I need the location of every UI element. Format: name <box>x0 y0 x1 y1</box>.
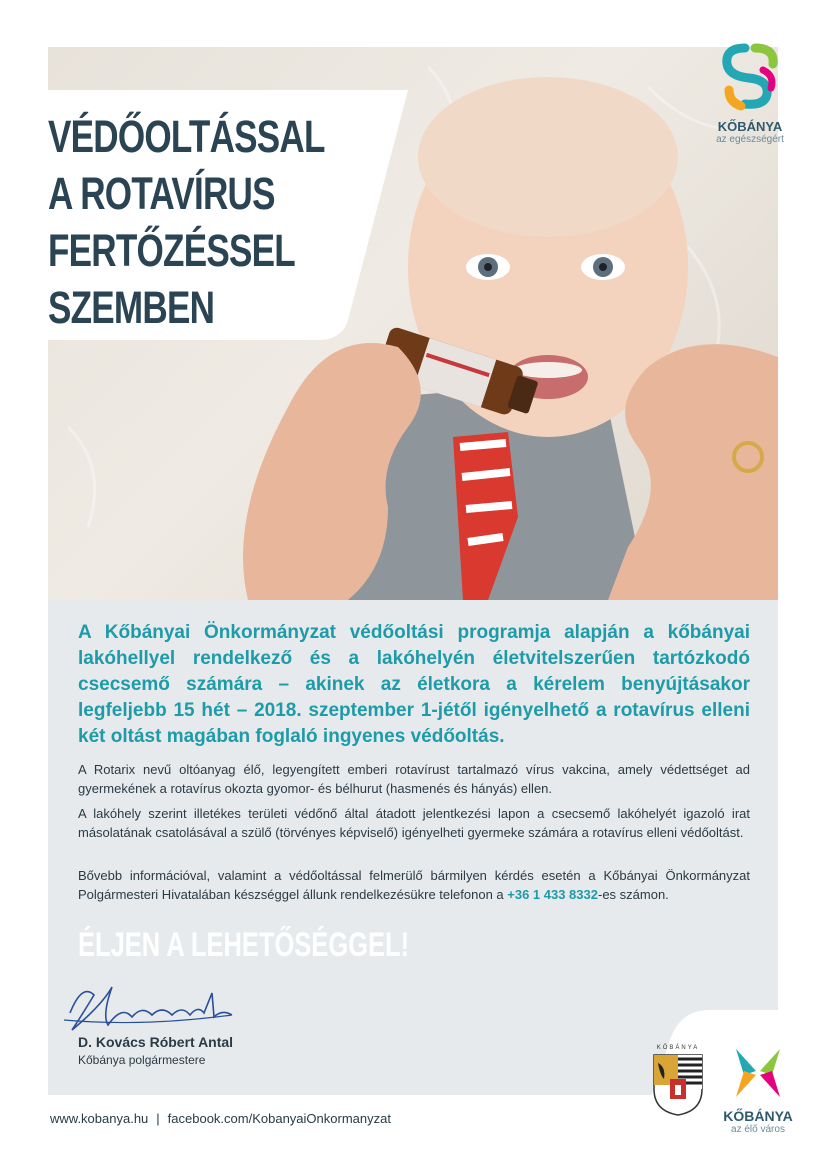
logo-tagline: az egészségért <box>716 134 784 145</box>
website-link[interactable]: www.kobanya.hu <box>50 1111 149 1126</box>
title-line: A ROTAVÍRUS <box>48 168 275 219</box>
signature-image <box>62 975 262 1040</box>
info-paragraph: A Rotarix nevű oltóanyag élő, legyengített emberi rotavírust tartalmazó vírus vakcina, amely védettséget ad gyermekének a rotavírus okozta gyomor- és bélhurut (hasmenés és hányás) ellen. <box>78 762 750 796</box>
info-paragraph: A lakóhely szerint illetékes területi védőnő által átadott jelentkezési lapon a csecsemő lakóhelyét igazoló irat másolatának csatolásával a szülő (törvényes képviselő) igényelheti gyermeke számára a rotavírus elleni védőoltást. <box>78 806 750 840</box>
kobanya-x-logo-icon <box>728 1045 788 1101</box>
contact-text-end: -es számon. <box>597 887 669 902</box>
coat-of-arms-icon <box>650 1045 706 1117</box>
phone-number[interactable]: +36 1 433 8332 <box>507 887 598 902</box>
page-title <box>48 108 325 336</box>
lead-paragraph: A Kőbányai Önkormányzat védőoltási programja alapján a kőbányai lakóhellyel rendelkező és a lakóhelyén életvitelszerűen tartózkodó csecsemő számára – akinek az életkora a kérelem benyújtásakor legfeljebb 15 hét – 2018. szeptember 1-jétől igényelhető a rotavírus elleni két oltást magában foglaló ingyenes védőoltás. <box>78 622 750 747</box>
title-line: VÉDŐOLTÁSSAL <box>48 111 325 162</box>
logo-brand: KŐBÁNYA <box>717 119 783 134</box>
title-line: SZEMBEN <box>48 282 215 333</box>
kobanya-city-logo <box>718 1045 798 1135</box>
contact-text: Bővebb információval, valamint a védőoltással felmerülő bármilyen kérdés esetén a Kőbányai Önkormányzat Polgármesteri Hivatalában készséggel állunk rendelkezésükre telefonon a <box>78 868 750 902</box>
facebook-link[interactable]: facebook.com/KobanyaiOnkormanyzat <box>167 1111 391 1126</box>
contact-paragraph <box>78 866 750 904</box>
title-line: FERTŐZÉSSEL <box>48 225 295 276</box>
signer-role: Kőbánya polgármestere <box>78 1053 206 1067</box>
footer <box>50 1111 391 1126</box>
logo-brand: KŐBÁNYA <box>723 1108 793 1124</box>
crest-label: KŐBÁNYA <box>656 1045 700 1051</box>
kobanya-logo-icon <box>715 40 785 112</box>
kobanya-health-logo <box>700 40 800 150</box>
slogan: ÉLJEN A LEHETŐSÉGGEL! <box>78 926 410 964</box>
logo-tagline: az élő város <box>731 1124 785 1135</box>
footer-separator: | <box>156 1111 160 1126</box>
signer-name: D. Kovács Róbert Antal <box>78 1034 234 1050</box>
